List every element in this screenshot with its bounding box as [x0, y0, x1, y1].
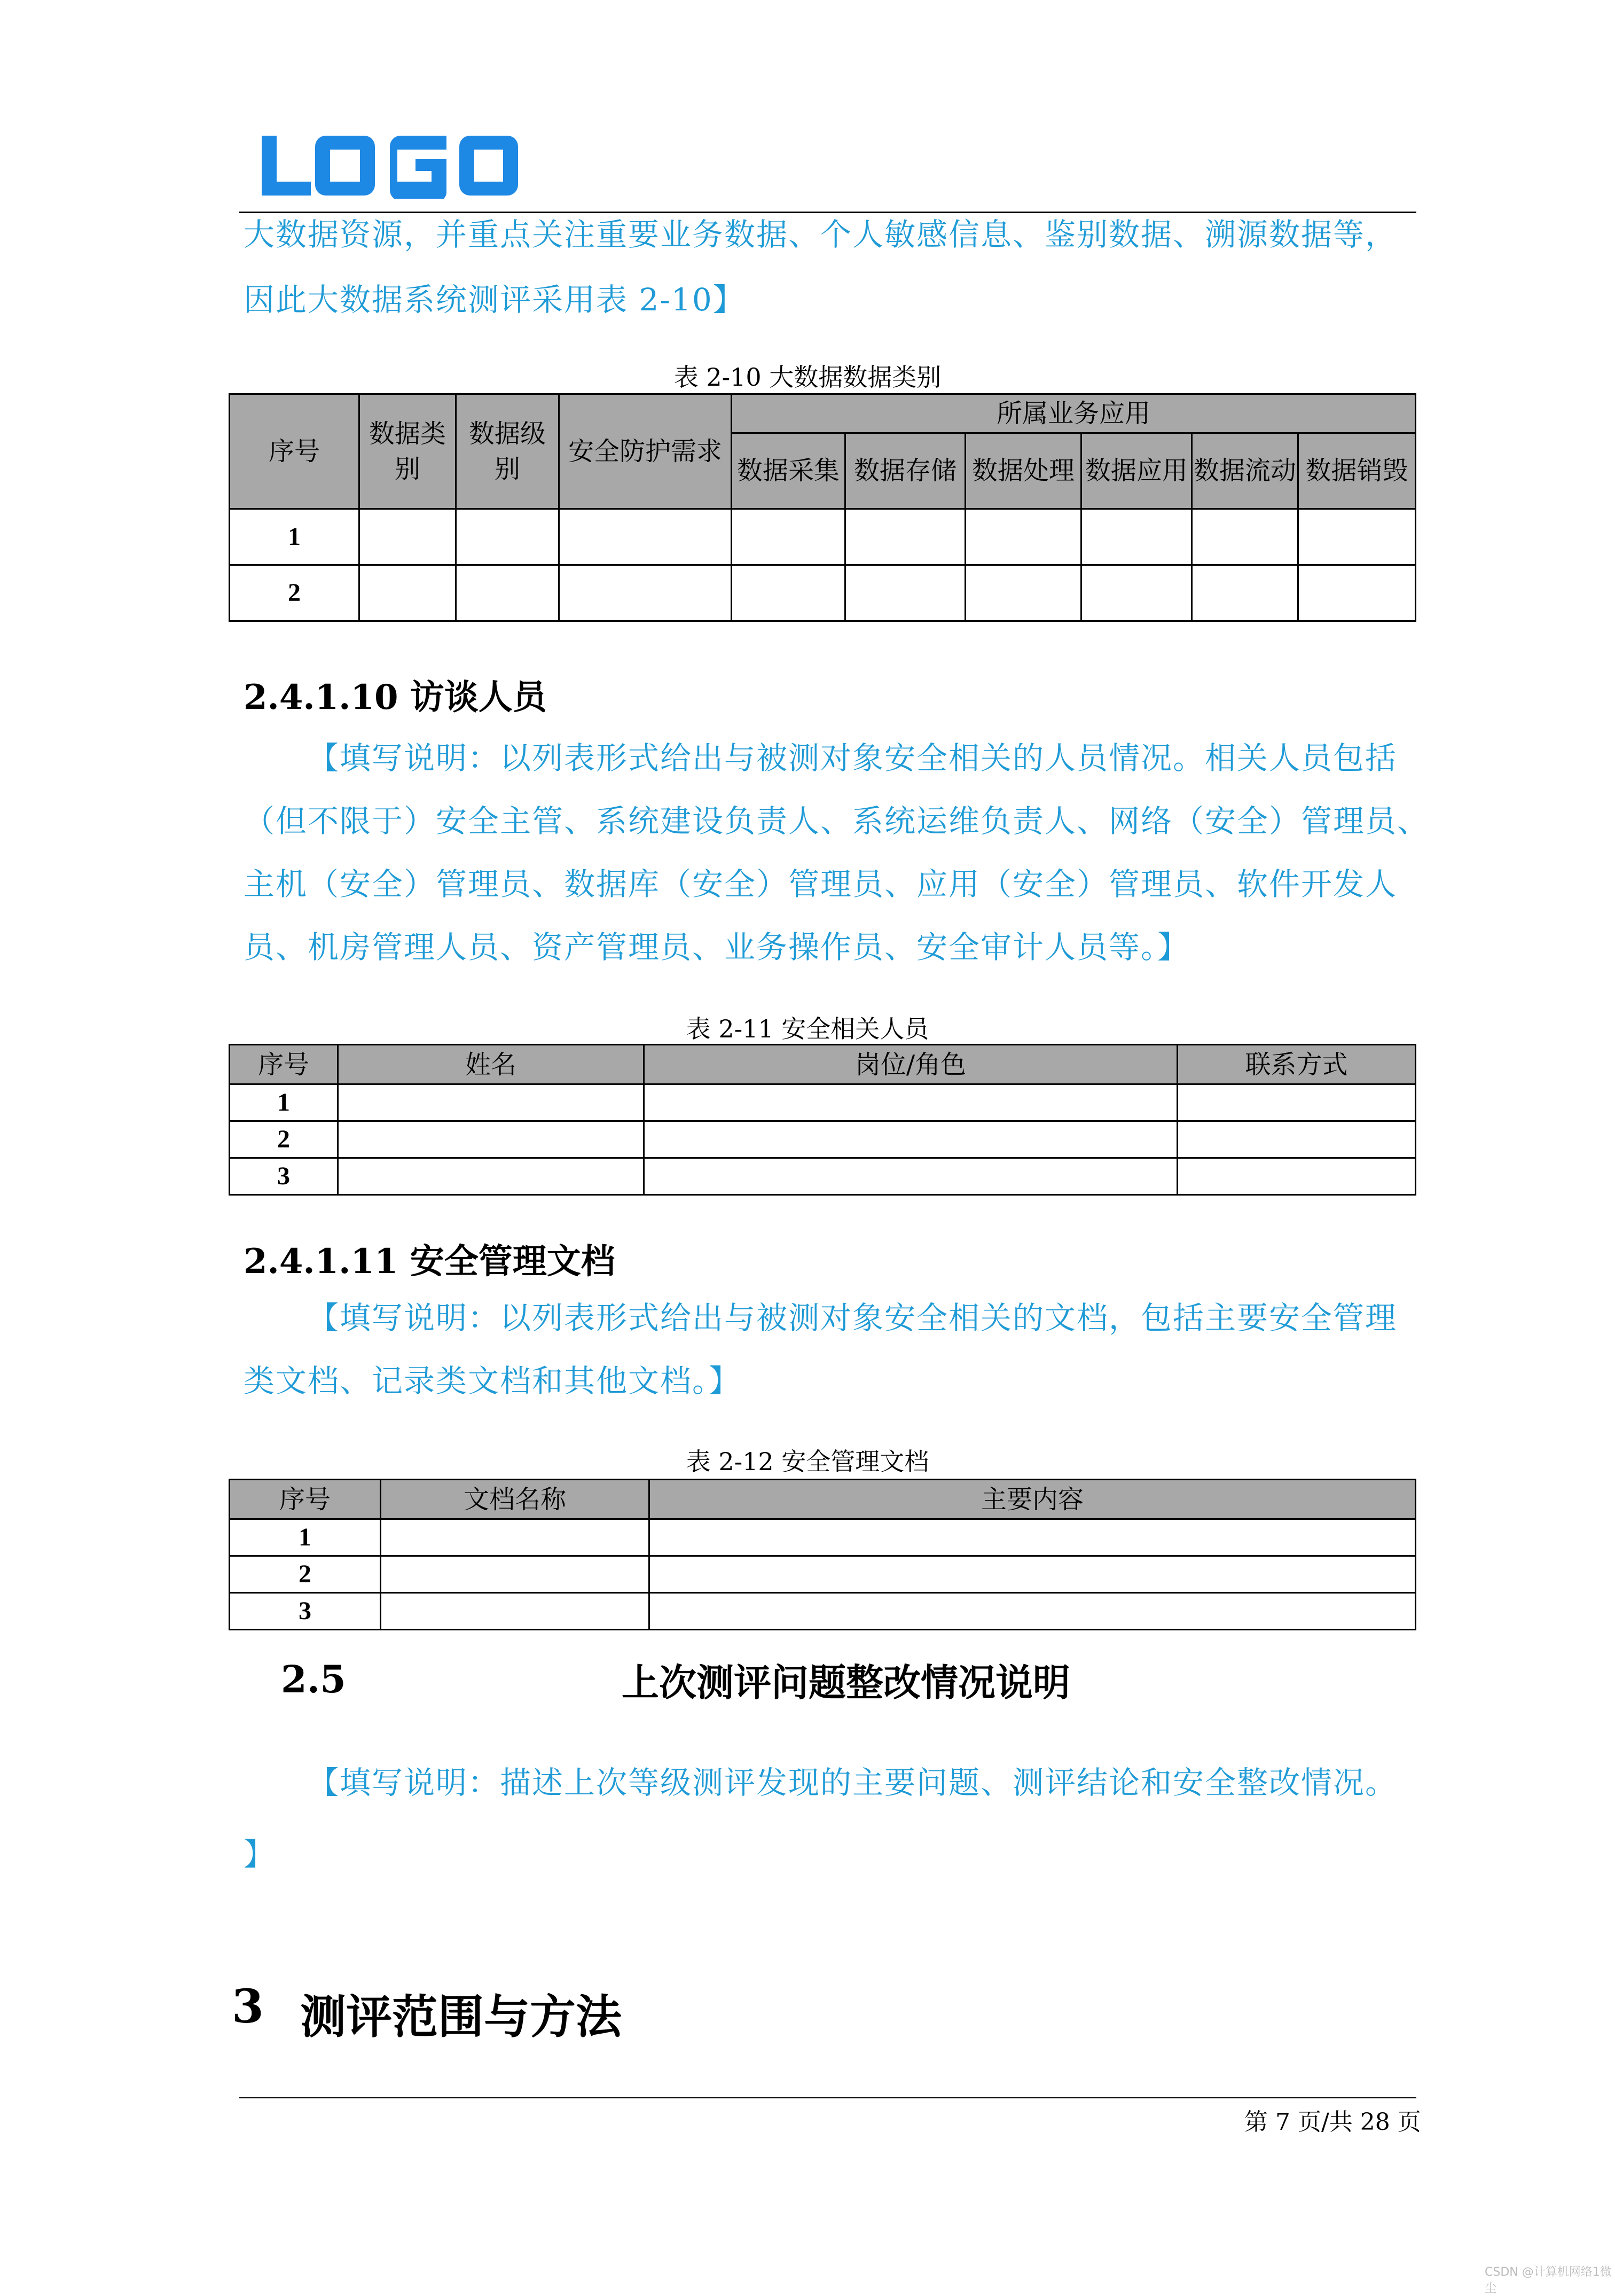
- table-subheader-cell: 数据存储: [845, 433, 966, 509]
- logo-graphic: [262, 132, 518, 199]
- table-header-cell: 数据级别: [456, 394, 559, 509]
- note-line: 主机（安全）管理员、数据库（安全）管理员、应用（安全）管理员、软件开发人: [244, 866, 1398, 902]
- note-line: 【填写说明：以列表形式给出与被测对象安全相关的人员情况。相关人员包括: [308, 740, 1398, 776]
- table-row: [230, 1158, 1416, 1195]
- row-number: 2: [230, 1556, 381, 1593]
- note-line: （但不限于）安全主管、系统建设负责人、系统运维负责人、网络（安全）管理员、: [244, 803, 1430, 839]
- row-number: 3: [230, 1593, 381, 1630]
- table-header-cell: 数据类别: [359, 394, 456, 509]
- table-header-cell: 联系方式: [1178, 1045, 1416, 1084]
- table-subheader-cell: 数据应用: [1081, 433, 1192, 509]
- row-number: 3: [230, 1158, 338, 1195]
- note-line: 类文档、记录类文档和其他文档。】: [244, 1363, 741, 1399]
- table-header-cell: 主要内容: [649, 1480, 1416, 1519]
- table-2-10-caption: 表 2-10 大数据数据类别: [673, 363, 942, 392]
- table-2-11: [229, 1044, 1416, 1196]
- table-header-cell: 序号: [230, 1045, 338, 1084]
- table-header-cell: 姓名: [338, 1045, 644, 1084]
- table-header-cell: 安全防护需求: [559, 394, 732, 509]
- row-number: 1: [230, 1519, 381, 1556]
- table-header-cell: 岗位/角色: [644, 1045, 1178, 1084]
- table-header-cell: 序号: [230, 394, 359, 509]
- table-2-11-caption: 表 2-11 安全相关人员: [686, 1014, 929, 1043]
- row-number: 2: [230, 565, 359, 621]
- row-number: 1: [230, 1084, 338, 1121]
- table-header-cell: 文档名称: [381, 1480, 649, 1519]
- section-title-2-4-1-10: 2.4.1.10 访谈人员: [244, 677, 547, 717]
- table-2-10: [229, 393, 1416, 622]
- table-2-12: [229, 1479, 1416, 1630]
- table-row: [230, 1593, 1416, 1630]
- table-subheader-cell: 数据处理: [966, 433, 1081, 509]
- note-line: 员、机房管理人员、资产管理员、业务操作员、安全审计人员等。】: [244, 929, 1190, 965]
- table-row: [230, 1084, 1416, 1121]
- section-number-2-5: 2.5: [281, 1657, 346, 1701]
- note-line: 【填写说明：以列表形式给出与被测对象安全相关的文档，包括主要安全管理: [308, 1300, 1398, 1336]
- table-row: [230, 509, 1416, 565]
- note-line: 】: [244, 1836, 276, 1872]
- intro-line-2: 因此大数据系统测评采用表 2-10】: [244, 282, 745, 318]
- table-row: [230, 1519, 1416, 1556]
- row-number: 1: [230, 509, 359, 565]
- table-2-12-caption: 表 2-12 安全管理文档: [686, 1447, 929, 1476]
- section-title-2-5: 上次测评问题整改情况说明: [622, 1660, 1070, 1705]
- table-row: [230, 1556, 1416, 1593]
- table-header-cell: 序号: [230, 1480, 381, 1519]
- table-subheader-cell: 数据销毁: [1298, 433, 1416, 509]
- section-number-3: 3: [232, 1980, 264, 2034]
- table-subheader-cell: 数据采集: [732, 433, 845, 509]
- note-line: 【填写说明：描述上次等级测评发现的主要问题、测评结论和安全整改情况。: [308, 1764, 1398, 1801]
- table-group-header: 所属业务应用: [732, 394, 1416, 433]
- intro-line-1: 大数据资源，并重点关注重要业务数据、个人敏感信息、鉴别数据、溯源数据等，: [244, 216, 1398, 253]
- footer-rule: [239, 2097, 1416, 2098]
- page-number: 第 7 页/共 28 页: [1244, 2108, 1421, 2136]
- table-row: [230, 1121, 1416, 1158]
- section-title-3: 测评范围与方法: [300, 1990, 622, 2044]
- section-title-2-4-1-11: 2.4.1.11 安全管理文档: [244, 1241, 615, 1282]
- row-number: 2: [230, 1121, 338, 1158]
- table-row: [230, 565, 1416, 621]
- table-subheader-cell: 数据流动: [1192, 433, 1298, 509]
- logo: [262, 132, 518, 199]
- watermark: CSDN @计算机网络1微尘: [1485, 2266, 1612, 2295]
